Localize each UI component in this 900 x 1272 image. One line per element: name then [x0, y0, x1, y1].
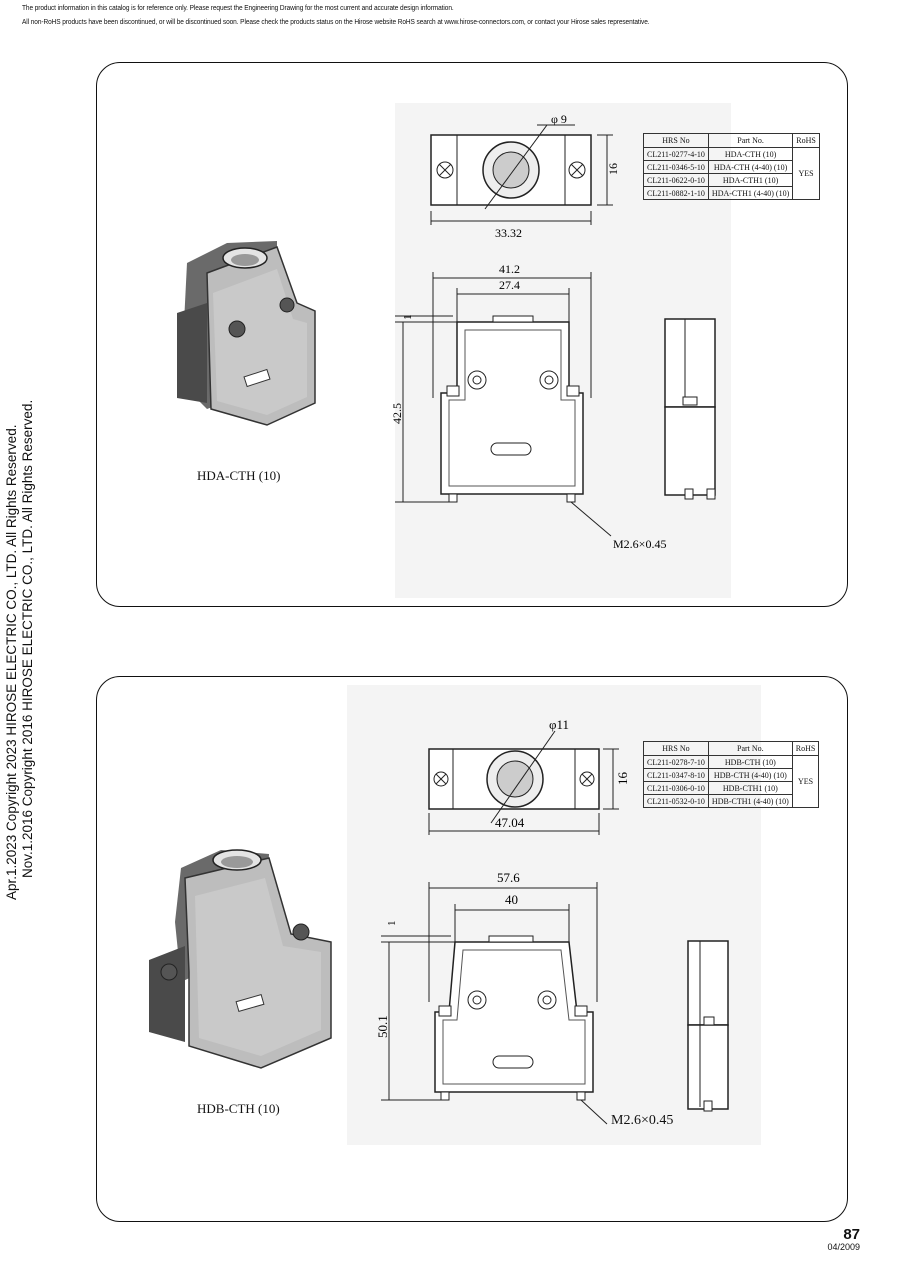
front-view-drawing: [390, 258, 667, 551]
table-row: [644, 756, 819, 769]
hrs-number: CL211-0278-7-10: [644, 756, 709, 769]
product-caption: HDB-CTH (10): [197, 1101, 280, 1116]
header-hrs-no: HRS No: [644, 134, 709, 148]
hrs-number: CL211-0346-5-10: [644, 161, 709, 174]
header-part-no: Part No.: [708, 742, 792, 756]
thread-callout: M2.6×0.45: [613, 537, 667, 551]
table-row: [644, 148, 820, 161]
header-hrs-no: HRS No: [644, 742, 709, 756]
side-view-drawing: [657, 313, 727, 503]
page-number-value: 87: [843, 1226, 860, 1243]
hood-photo: [167, 233, 327, 433]
dimension-width: 47.04: [495, 815, 525, 830]
dimension-inner: 40: [505, 892, 518, 907]
copyright-line-2: Nov.1.2016 Copyright 2016 HIROSE ELECTRIC CO., LTD. All Rights Reserved.: [20, 399, 35, 878]
dimension-tall: 50.1: [375, 1015, 390, 1038]
dimension-overall: 57.6: [497, 870, 520, 885]
page-date: 04/2009: [827, 1242, 860, 1252]
hrs-number: CL211-0532-0-10: [644, 795, 709, 808]
side-view-drawing: [682, 937, 742, 1117]
dimension-tall: 42.5: [390, 403, 404, 424]
dimension-inner: 27.4: [499, 278, 520, 292]
page-number: [827, 1227, 860, 1252]
part-number: HDA-CTH1 (4-40) (10): [708, 187, 792, 200]
rohs-notice: All non-RoHS products have been discontinued, or will be discontinued soon. Please check the products status on the Hirose website RoHS search at www.hirose-connectors.com, or contact your Hirose sales representative.: [22, 17, 650, 26]
dimension-phi: φ11: [549, 717, 570, 732]
dimension-height: 16: [606, 163, 620, 175]
side-copyright: [4, 260, 38, 900]
hrs-number: CL211-0306-0-10: [644, 782, 709, 795]
dimension-width: 33.32: [495, 226, 522, 240]
rohs-status: YES: [793, 148, 820, 200]
header-rohs: RoHS: [792, 742, 819, 756]
header-part-no: Part No.: [708, 134, 792, 148]
top-view-drawing: [423, 713, 633, 843]
part-number: HDB-CTH1 (10): [708, 782, 792, 795]
product-caption: HDA-CTH (10): [197, 468, 281, 483]
part-number: HDA-CTH1 (10): [708, 174, 792, 187]
dimension-phi: φ 9: [551, 112, 567, 126]
hrs-number: CL211-0277-4-10: [644, 148, 709, 161]
dimension-height: 16: [615, 772, 630, 785]
product-panel-hdb: [96, 676, 848, 1222]
thread-callout: M2.6×0.45: [611, 1113, 674, 1128]
part-number: HDB-CTH (10): [708, 756, 792, 769]
hrs-number: CL211-0622-0-10: [644, 174, 709, 187]
hood-photo: [141, 842, 361, 1072]
dimension-top: 1: [386, 920, 398, 926]
part-number: HDB-CTH (4-40) (10): [708, 769, 792, 782]
top-view-drawing: [427, 113, 627, 243]
part-number: HDA-CTH (10): [708, 148, 792, 161]
copyright-line-1: Apr.1.2023 Copyright 2023 HIROSE ELECTRIC CO., LTD. All Rights Reserved.: [4, 424, 19, 900]
dimension-top: 1: [402, 314, 414, 320]
hrs-number: CL211-0882-1-10: [644, 187, 709, 200]
rohs-status: YES: [792, 756, 819, 808]
hrs-number: CL211-0347-8-10: [644, 769, 709, 782]
dimension-overall: 41.2: [499, 262, 520, 276]
part-number: HDA-CTH (4-40) (10): [708, 161, 792, 174]
header-rohs: RoHS: [793, 134, 820, 148]
product-panel-hda: [96, 62, 848, 607]
front-view-drawing: [363, 862, 613, 1152]
parts-table: [643, 741, 819, 808]
parts-table: [643, 133, 820, 200]
part-number: HDB-CTH1 (4-40) (10): [708, 795, 792, 808]
reference-notice: The product information in this catalog is for reference only. Please request the Engineering Drawing for the most current and accurate design information.: [22, 3, 454, 12]
